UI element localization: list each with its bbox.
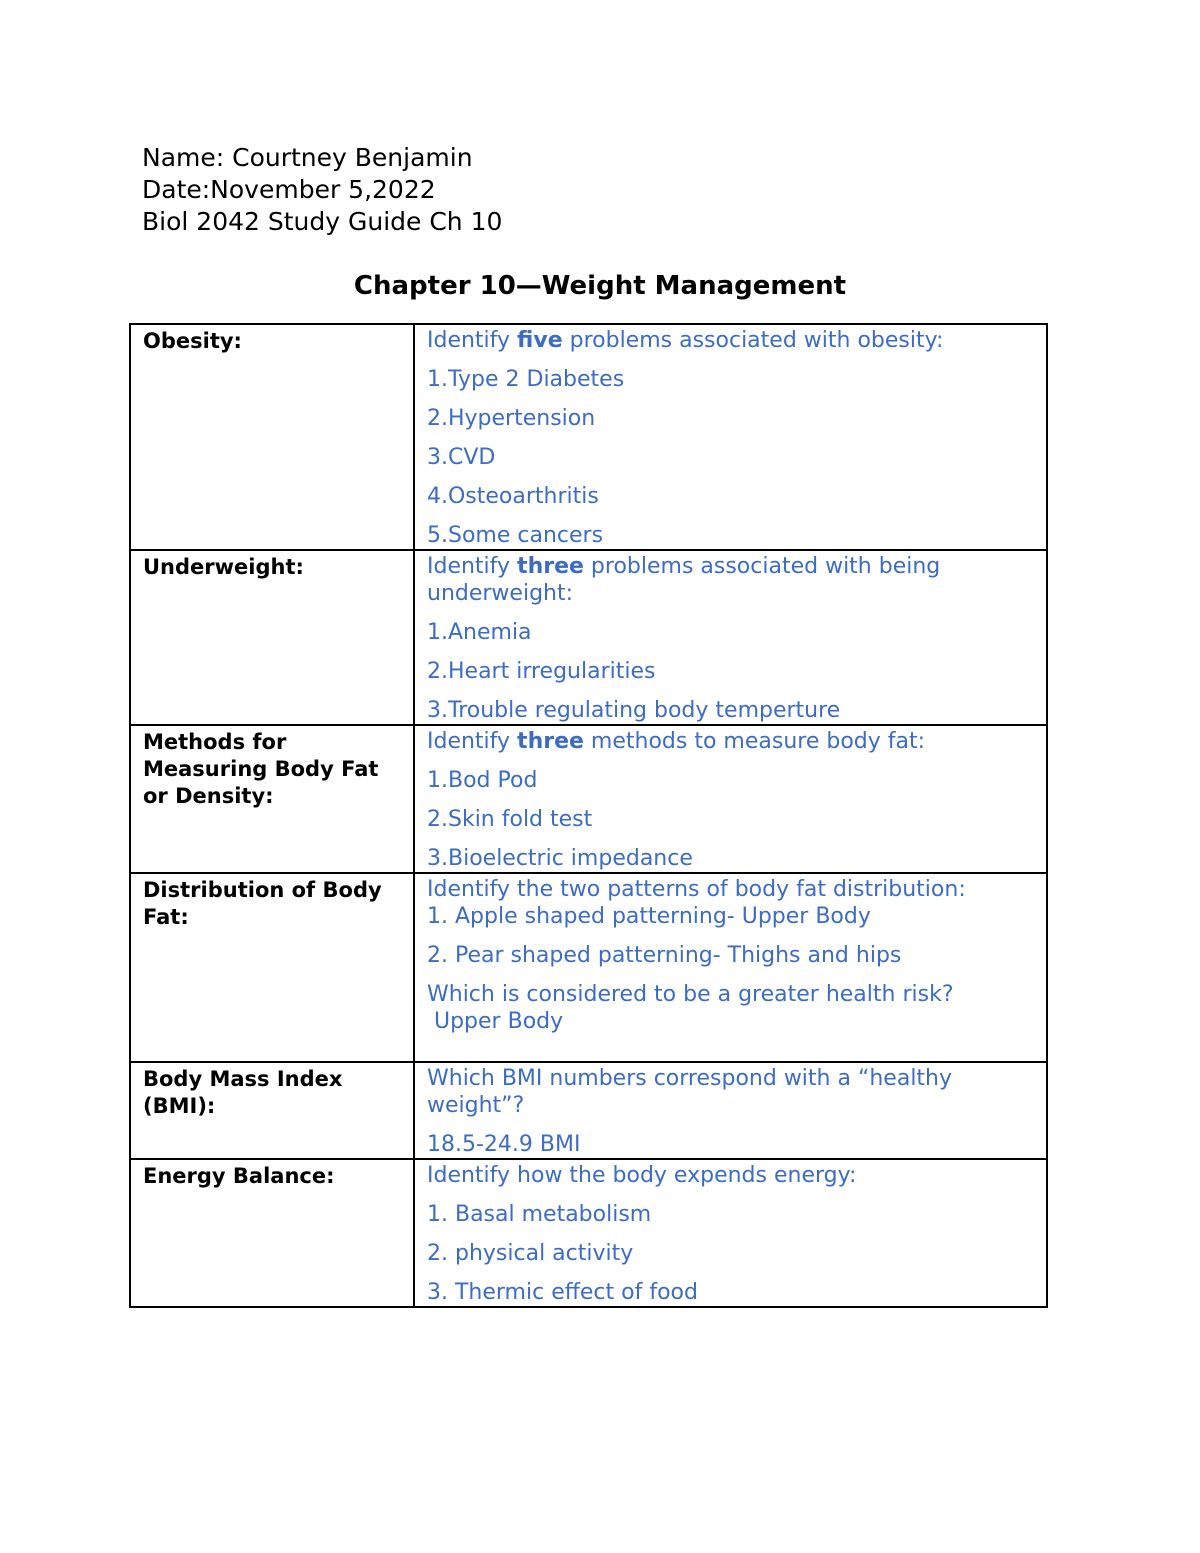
- answer-item: 2.Hypertension: [427, 406, 596, 431]
- question: Identify how the body expends energy:: [427, 1163, 857, 1188]
- table-row: [130, 725, 1047, 873]
- study-guide-table: [129, 323, 1048, 1308]
- answer-item: Upper Body: [427, 1009, 564, 1034]
- question: Which is considered to be a greater health risk?: [427, 982, 954, 1007]
- table-row: [130, 324, 1047, 550]
- table-row: [130, 1062, 1047, 1159]
- answer-item: 1. Basal metabolism: [427, 1202, 652, 1227]
- table-row: [130, 873, 1047, 1062]
- table-row: [130, 1159, 1047, 1307]
- chapter-title: Chapter 10—Weight Management: [353, 271, 847, 301]
- answer-item: 2. Pear shaped patterning- Thighs and hips: [427, 943, 902, 968]
- answer-item: 1.Anemia: [427, 620, 532, 645]
- answer-item: 2.Skin fold test: [427, 807, 593, 832]
- question: Identify three methods to measure body fat:: [427, 729, 926, 754]
- student-name: Name: Courtney Benjamin: [142, 143, 473, 172]
- document-header: [142, 142, 502, 238]
- question: Identify the two patterns of body fat distribution:: [427, 877, 966, 902]
- answer-item: 4.Osteoarthritis: [427, 484, 599, 509]
- answer-item: 2. physical activity: [427, 1241, 634, 1266]
- row-label: Energy Balance:: [130, 1159, 414, 1307]
- answer-item: 18.5-24.9 BMI: [427, 1132, 581, 1157]
- answer-item: 3.Bioelectric impedance: [427, 846, 693, 871]
- row-content: [414, 873, 1047, 1062]
- row-content: [414, 1062, 1047, 1159]
- row-label: Underweight:: [130, 550, 414, 725]
- answer-item: 2.Heart irregularities: [427, 659, 656, 684]
- row-label: Distribution of Body Fat:: [130, 873, 414, 1062]
- answer-item: 1.Type 2 Diabetes: [427, 367, 625, 392]
- row-label: Methods for Measuring Body Fat or Density:: [130, 725, 414, 873]
- answer-item: 5.Some cancers: [427, 523, 604, 548]
- question: Identify three problems associated with being underweight:: [427, 554, 941, 606]
- question: Which BMI numbers correspond with a “healthy weight”?: [427, 1066, 953, 1118]
- row-content: [414, 1159, 1047, 1307]
- row-content: [414, 725, 1047, 873]
- answer-item: 1. Apple shaped patterning- Upper Body: [427, 904, 871, 929]
- answer-item: 1.Bod Pod: [427, 768, 538, 793]
- course-line: Biol 2042 Study Guide Ch 10: [142, 207, 503, 236]
- answer-item: 3.Trouble regulating body temperture: [427, 698, 841, 723]
- answer-item: 3.CVD: [427, 445, 496, 470]
- table-row: [130, 550, 1047, 725]
- question: Identify five problems associated with obesity:: [427, 328, 944, 353]
- answer-item: 3. Thermic effect of food: [427, 1280, 698, 1305]
- row-content: [414, 550, 1047, 725]
- row-label: Body Mass Index (BMI):: [130, 1062, 414, 1159]
- row-content: [414, 324, 1047, 550]
- date-line: Date:November 5,2022: [142, 175, 436, 204]
- row-label: Obesity:: [130, 324, 414, 550]
